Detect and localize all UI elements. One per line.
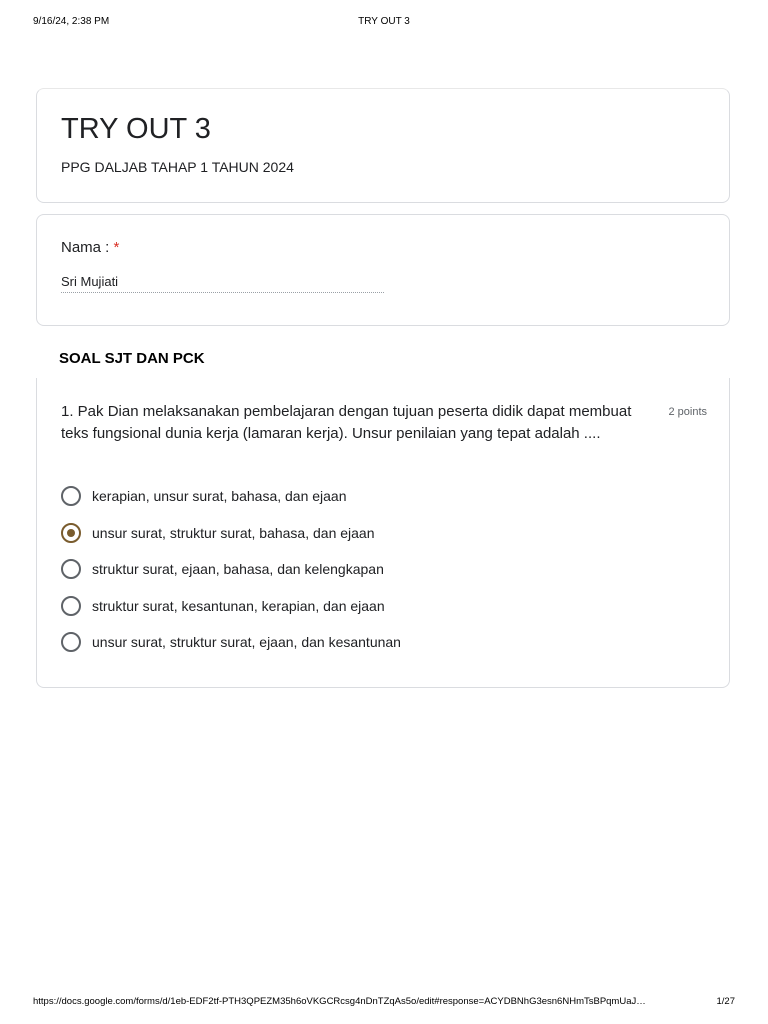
radio-button[interactable] — [61, 632, 81, 652]
option-label: unsur surat, struktur surat, ejaan, dan kesantunan — [92, 634, 401, 651]
print-header — [33, 16, 735, 30]
form-title: TRY OUT 3 — [61, 113, 211, 145]
question-points: 2 points — [668, 406, 707, 418]
radio-button[interactable] — [61, 523, 81, 543]
page-number: 1/27 — [716, 996, 735, 1007]
radio-button[interactable] — [61, 486, 81, 506]
radio-button[interactable] — [61, 596, 81, 616]
option-item[interactable] — [61, 515, 401, 552]
options-group — [61, 478, 401, 661]
name-question-card — [36, 214, 730, 326]
print-title: TRY OUT 3 — [358, 16, 410, 27]
option-item[interactable] — [61, 588, 401, 625]
question-card — [36, 378, 730, 688]
form-description: PPG DALJAB TAHAP 1 TAHUN 2024 — [61, 159, 294, 175]
name-answer-field[interactable]: Sri Mujiati — [61, 274, 384, 293]
option-item[interactable] — [61, 624, 401, 661]
option-label: unsur surat, struktur surat, bahasa, dan ejaan — [92, 524, 375, 541]
required-mark: * — [113, 239, 120, 256]
print-url: https://docs.google.com/forms/d/1eb-EDF2tf-PTH3QPEZM35h6oVKGCRcsg4nDnTZqAs5o/edit#response=ACYDBNhG3esn6NHmTsBPqmUaJ… — [33, 996, 646, 1007]
name-label-text: Nama : — [61, 239, 114, 256]
print-footer — [33, 996, 735, 1010]
name-question-label — [61, 239, 119, 256]
option-label: struktur surat, kesantunan, kerapian, dan ejaan — [92, 597, 385, 614]
form-title-card — [36, 88, 730, 203]
question-text: 1. Pak Dian melaksanakan pembelajaran dengan tujuan peserta didik dapat membuat teks fungsional dunia kerja (lamaran kerja). Unsur penilaian yang tepat adalah .... — [61, 403, 632, 442]
option-label: struktur surat, ejaan, bahasa, dan kelengkapan — [92, 561, 384, 578]
section-title: SOAL SJT DAN PCK — [59, 350, 205, 367]
radio-button[interactable] — [61, 559, 81, 579]
option-label: kerapian, unsur surat, bahasa, dan ejaan — [92, 488, 347, 505]
option-item[interactable] — [61, 551, 401, 588]
option-item[interactable] — [61, 478, 401, 515]
print-datetime: 9/16/24, 2:38 PM — [33, 16, 110, 27]
